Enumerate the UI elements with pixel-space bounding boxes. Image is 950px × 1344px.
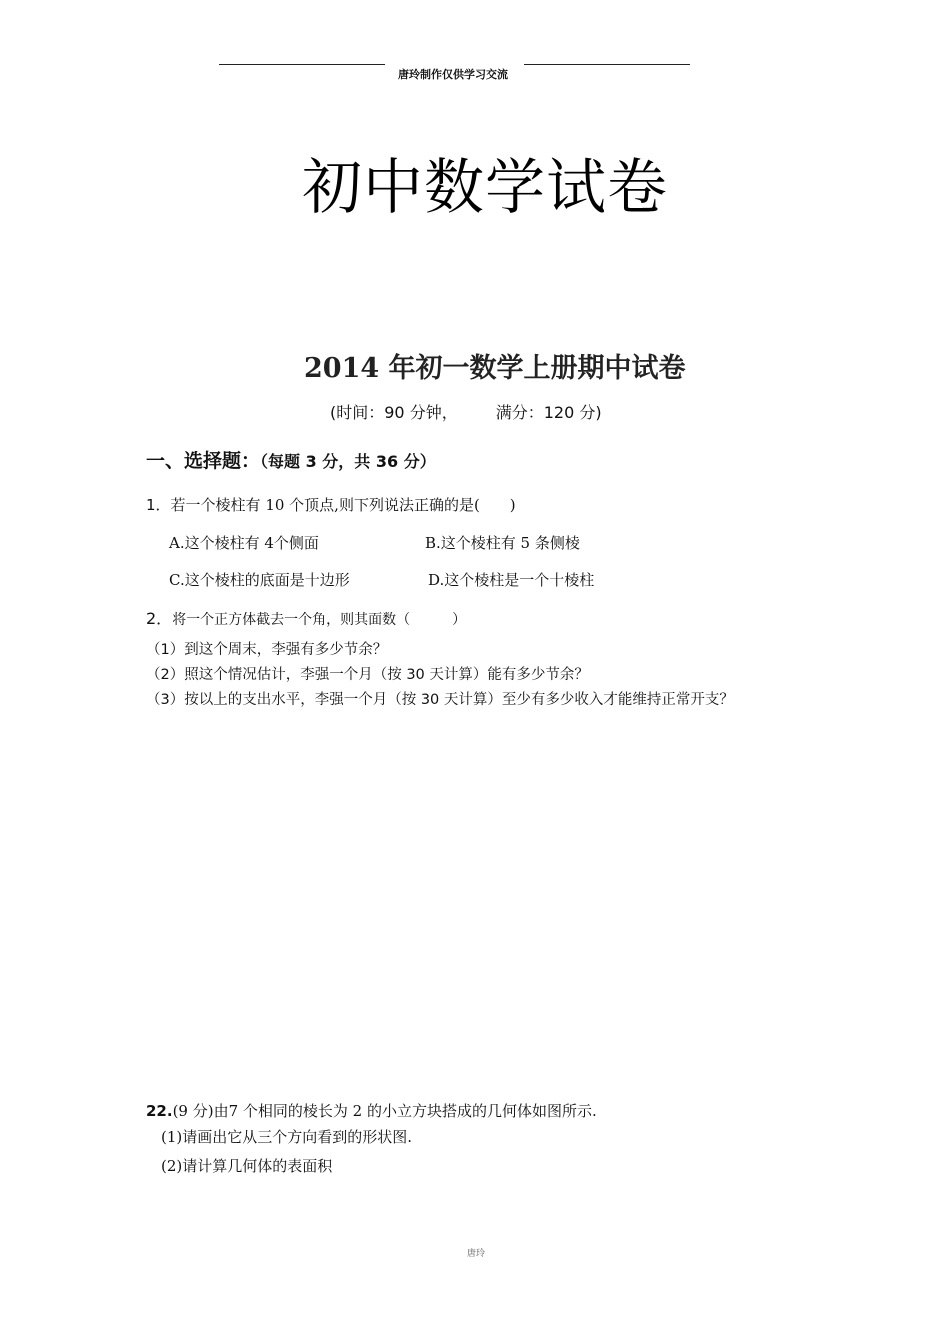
section-note: （每题 3 分，共 36 分）	[260, 452, 436, 471]
question-2-number: 2．	[146, 609, 173, 628]
question-22-text: (9 分)由7 个相同的棱长为 2 的小立方块搭成的几何体如图所示.	[172, 1102, 597, 1120]
question-2	[146, 606, 466, 629]
question-2-part-1: （1）到这个周末，李强有多少节余？	[146, 642, 388, 658]
question-2-text: 将一个正方体截去一个角，则其面数（ ）	[172, 612, 467, 628]
header-rule-left	[219, 64, 385, 65]
question-22-part-2: (2)请计算几何体的表面积	[161, 1157, 333, 1175]
question-22-part-1: (1)请画出它从三个方向看到的形状图.	[161, 1128, 413, 1146]
question-1-option-d: D.这个棱柱是一个十棱柱	[428, 571, 595, 589]
footer-text: 唐玲	[467, 1249, 486, 1259]
question-2-part-2: （2）照这个情况估计，李强一个月（按 30 天计算）能有多少节余？	[146, 667, 589, 683]
question-1-text: 若一个棱柱有 10 个顶点,则下列说法正确的是( )	[170, 496, 516, 514]
main-title: 初中数学试卷	[302, 153, 668, 223]
exam-score: 满分：120 分)	[495, 403, 602, 422]
question-22	[146, 1100, 597, 1121]
exam-title: 2014 年初一数学上册期中试卷	[304, 353, 686, 384]
exam-info	[330, 400, 602, 423]
header-rule-right	[524, 64, 690, 65]
question-1-option-c: C.这个棱柱的底面是十边形	[169, 571, 350, 589]
header-text: 唐玲制作仅供学习交流	[398, 68, 508, 81]
exam-time: (时间：90 分钟，	[330, 403, 458, 422]
question-22-number: 22.	[146, 1102, 173, 1120]
question-1-option-b: B.这个棱柱有 5 条侧棱	[425, 534, 580, 552]
section-heading	[146, 446, 436, 473]
question-1-number: 1．	[146, 496, 171, 514]
section-label: 一、选择题：	[146, 450, 261, 472]
question-2-part-3: （3）按以上的支出水平，李强一个月（按 30 天计算）至少有多少收入才能维持正常开支？	[146, 692, 734, 708]
question-1-option-a: A.这个棱柱有 4个侧面	[169, 534, 319, 552]
question-1	[146, 494, 516, 515]
